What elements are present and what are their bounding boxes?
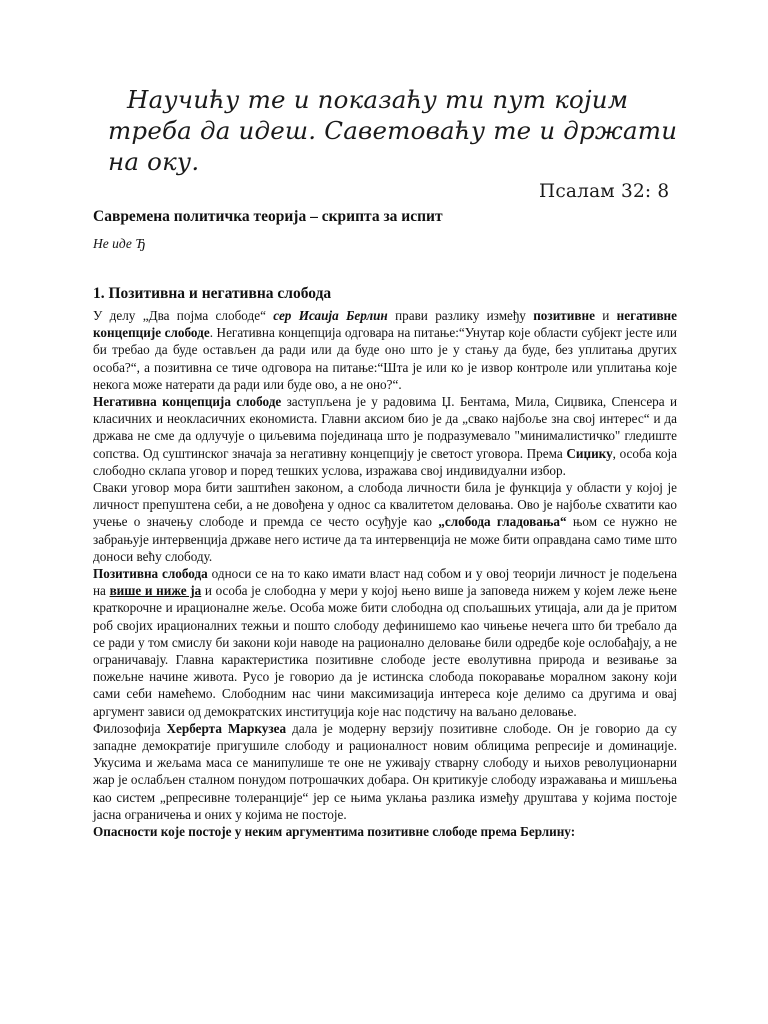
emphasized-text: више и ниже ја <box>109 583 202 599</box>
document-note: Не иде Ђ <box>93 236 146 251</box>
epigraph-quote <box>108 84 688 177</box>
epigraph-line: на оку. <box>108 147 200 176</box>
body-paragraph <box>93 479 677 565</box>
section-body <box>93 307 677 840</box>
body-text-run: и особа је слободна у мери у којој њено више ја заповеда нижем у којем леже њене краткорочне и ирационалне жеље. Особа може бити слободна од спољашњих утицаја, али да је притом роб својих ирационалних тежњи и пошто слободу дефинишемо као чињење нечега што би требало да се ради у том смислу би закони који наводе на рационално деловање били одредбе које ослобађају, а не ограничавају. Главна карактеристика позитивне слободе јесте еволутивна природа и везивање за пожељне начине живота. Русо је говорио да је истинска слобода покоравање моралном закону који сами себи намећемо. Слободним нас чини максимизација интереса које делимо са другима и овај аргумент зависи од демократских институција које нас подстичу на ваљано деловање. <box>93 583 677 719</box>
body-text-run: , особа која слободно склапа уговор и поред тешких услова, изражава свој индивидуални избор. <box>93 445 677 478</box>
body-paragraph <box>93 307 677 393</box>
epigraph-line: треба да идеш. Саветоваћу те и држати <box>108 116 678 145</box>
body-paragraph <box>93 565 677 720</box>
emphasized-text: Негативна концепција слободе <box>93 394 282 410</box>
body-text-run: заступљена је у радовима Џ. Бентама, Мила, Сиџвика, Спенсера и класичних и неокласичних економиста. Главни аксиом био је да „свако најбоље зна свој интерес“ и да држава не сме да одлучује о циљевима појединаца што је подразумевало "минималистичко" гледиште сопства. Од суштинског значаја за негативну концепцију је светост уговора. Према <box>93 394 678 461</box>
body-text-run: У делу „Два појма слободе“ <box>93 308 274 323</box>
body-paragraph <box>93 720 677 823</box>
body-paragraph <box>93 823 677 840</box>
emphasized-text: сер Исаија Берлин <box>273 308 388 323</box>
section-heading: 1. Позитивна и негативна слобода <box>93 285 332 302</box>
body-text-run: односи се на то како имати власт над собом и у овој теорији личност је подељена на <box>93 566 677 599</box>
body-text-run: и <box>594 308 617 323</box>
emphasized-text: „слобода гладовања“ <box>438 514 567 530</box>
emphasized-text: Позитивна слобода <box>93 566 208 582</box>
emphasized-text: Херберта Маркузеа <box>166 720 287 736</box>
emphasized-text: негативне концепције слободе <box>93 308 678 341</box>
body-text-run: Сваки уговор мора бити заштићен законом, а слобода личности била је функција у области у којој је личност препуштена себи, а не довођена у однос са квалитетом деловања. Ово је најбоље схватити као учење о значењу слободе и премда се често осуђује као <box>93 480 677 530</box>
body-text-run: . Негативна концепција одговара на питање:“Унутар које области субјект јесте или би требао да буде остављен да ради или да буде оно што је у стању да буде, без уплитања других особа?“, а позитивна се тиче одговора на питање:“Шта је или ко је извор контроле или уплитања које некога може натерати да ради или буде ово, а не оно?“. <box>93 325 677 392</box>
epigraph-line: Научићу те и показаћу ти пут којим <box>127 85 629 114</box>
emphasized-text: Опасности које постоје у неким аргументима позитивне слободе према Берлину: <box>93 824 576 840</box>
body-paragraph <box>93 393 677 479</box>
emphasized-text: Сиџику <box>566 445 613 461</box>
body-text-run: Филозофија <box>93 720 167 736</box>
epigraph-reference: Псалам 32: 8 <box>539 181 670 202</box>
body-text-run: дала је модерну верзију позитивне слободе. Он је говорио да су западне демократије пригушиле слободу и рационалност новим облицима репресије и доминације. Укусима и жељама маса се манипулише те оне не уживају стварну слободу и њихов револуционарни жар је ослабљен сталном понудом потрошачких добара. Он критикује слободу изражавања и мишљења као систем „репресивне толеранције“ јер се њима уклања разлика између друштава у којима постоје јасна ограничења и оних у којима не постоје. <box>93 720 677 822</box>
body-text-run: њом се нужно не забрањује интервенција државе него истиче да та интервенција не може бити оправдана само тиме што доноси већу слободу. <box>93 514 677 564</box>
document-title: Савремена политичка теорија – скрипта за испит <box>93 208 443 225</box>
emphasized-text: позитивне <box>533 308 595 323</box>
body-text-run: прави разлику између <box>387 308 534 323</box>
